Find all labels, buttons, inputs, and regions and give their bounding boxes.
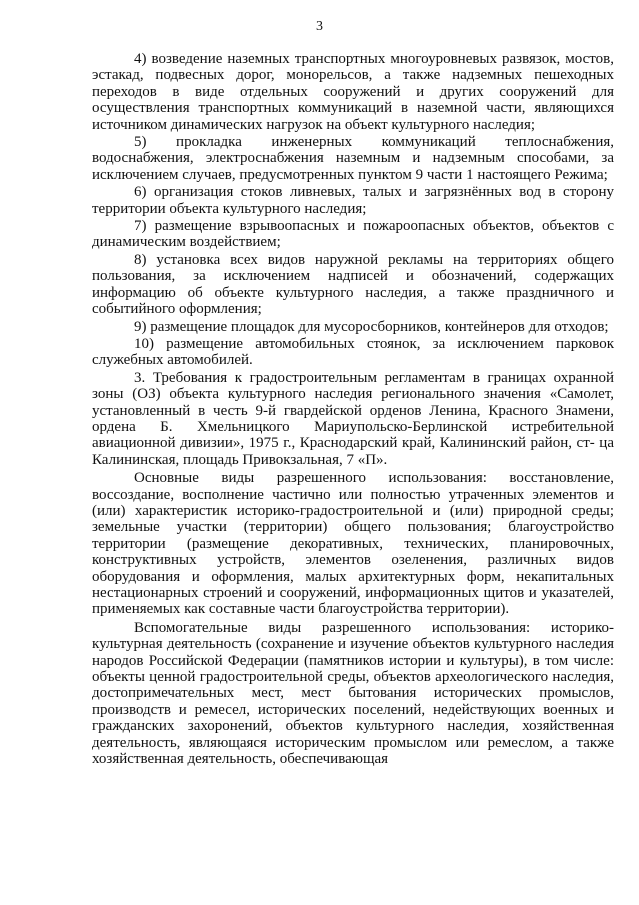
list-item-6: 6) организация стоков ливневых, талых и загрязнённых вод в сторону территории объекта культурного наследия; (92, 184, 614, 217)
list-item-4: 4) возведение наземных транспортных многоуровневых развязок, мостов, эстакад, подвесных дорог, монорельсов, а также надземных пешеходных переходов в виде отдельных сооружений и других сооружений для осуществления транспортных коммуникаций в наземной части, являющихся источником динамических нагрузок на объект культурного наследия; (92, 51, 614, 133)
main-uses-paragraph: Основные виды разрешенного использования: восстановление, воссоздание, восполнение частично или полностью утраченных элементов и (или) характеристик историко-градостроительной и (или) природной среды; земельные участки (территории) общего пользования; благоустройство территории (размещение декоративных, технических, планировочных, конструктивных устройств, элементов озеленения, различных видов оборудования и оформления, малых архитектурных форм, некапитальных нестационарных строений и сооружений, информационных щитов и указателей, применяемых как составные части благоустройства территории). (92, 470, 614, 618)
section-3-paragraph: 3. Требования к градостроительным регламентам в границах охранной зоны (ОЗ) объекта культурного наследия регионального значения «Самолет, установленный в честь 9-й гвардейской орденов Ленина, Красного Знамени, ордена Б. Хмельницкого Мариупольско-Берлинской истребительной авиационной дивизии», 1975 г., Краснодарский край, Калининский район, ст- ца Калининская, площадь Привокзальная, 7 «П». (92, 369, 614, 468)
list-item-9: 9) размещение площадок для мусоросборников, контейнеров для отходов; (134, 318, 609, 335)
auxiliary-uses-paragraph: Вспомогательные виды разрешенного использования: историко-культурная деятельность (сохранение и изучение объектов культурного наследия народов Российской Федерации (памятников истории и культуры), в том числе: объекты ценной градостроительной среды, объектов археологического наследия, достопримечательных мест, мест бытования исторических промыслов, производств и ремесел, исторических поселений, недействующих военных и гражданских захоронений, объектов культурного наследия, хозяйственная деятельность, являющаяся историческим промыслом или ремеслом, а также хозяйственная деятельность, обеспечивающая (92, 619, 614, 768)
list-item-7: 7) размещение взрывоопасных и пожароопасных объектов, объектов с динамическим воздействием; (92, 218, 614, 251)
document-body (92, 51, 614, 767)
list-item-8: 8) установка всех видов наружной рекламы на территориях общего пользования, за исключением надписей и обозначений, содержащих информацию об объекте культурного наследия, а также праздничного и событийного оформления; (92, 251, 614, 318)
list-item-10: 10) размещение автомобильных стоянок, за исключением парковок служебных автомобилей. (92, 335, 614, 369)
page-number: 3 (316, 19, 323, 34)
list-item-5: 5) прокладка инженерных коммуникаций теплоснабжения, водоснабжения, электроснабжения наземным и надземным способами, за исключением случаев, предусмотренных пунктом 9 части 1 настоящего Режима; (92, 134, 614, 183)
